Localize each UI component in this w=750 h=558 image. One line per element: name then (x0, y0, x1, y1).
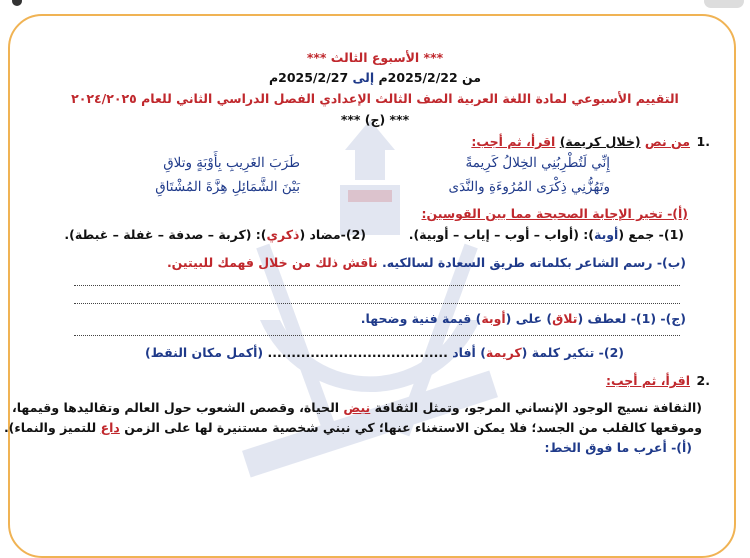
c2-word: كريمة (485, 345, 522, 360)
c1-w2: أوبة (481, 311, 506, 326)
top-strip (0, 0, 750, 10)
q1-prompt-title: (خلال كريمة) (559, 134, 641, 149)
top-right-corner (704, 0, 744, 8)
a1-word: أوبة (593, 227, 619, 242)
c1-post: ) قيمة فنية وضحها. (360, 311, 482, 326)
p1-word: نبض (343, 400, 371, 415)
q2-part-a-label: (أ)- أعرب ما فوق الخط: (544, 440, 692, 455)
p1-pre: (الثقافة نسيج الوجود الإنساني المرجو، وتمثل الثقافة (374, 400, 702, 415)
a1-post: ): (أواب – أوب – إياب – أوبية). (408, 227, 594, 242)
a1-pre: (1)- جمع ( (618, 227, 684, 242)
c1-w1: تلاق (552, 311, 578, 326)
p2-word: داع (100, 420, 120, 435)
c1-pre: (ج)- (1)- لعطف ( (577, 311, 686, 326)
b-pre: (ب)- رسم الشاعر بكلماته طريق السعادة لسالكيه. (382, 255, 686, 270)
q1-part-b (167, 255, 686, 270)
q1-part-c2 (145, 345, 624, 360)
q1-number: .1 (696, 134, 710, 149)
c2-post: ) أفاد (452, 345, 486, 360)
date-to-word: إلى (352, 70, 375, 85)
p2-post: للتميز والنماء). (3, 420, 97, 435)
c2-dots[interactable]: ...................................... (267, 345, 448, 360)
q2-passage-line2 (4, 420, 702, 435)
top-left-dot (12, 0, 22, 6)
week-title: *** الأسبوع الثالث *** (306, 50, 444, 65)
q1-prompt-post: اقرأ، ثم أجب: (471, 134, 556, 149)
c2-pre: (2)- تنكير كلمة ( (521, 345, 624, 360)
c1-mid: ) على ( (505, 311, 553, 326)
q2-number: .2 (696, 373, 710, 388)
exam-title: التقييم الأسبوعي لمادة اللغة العربية الصف الثالث الإعدادي الفصل الدراسي الثاني للعام ٢٠٢٤/٢٠٢٥ (71, 91, 679, 106)
date-from: من 2025/2/22م (378, 70, 482, 85)
verse2-second-hemistich: بَيْنَ الشَّمَائِلِ هِزَّةَ المُشْتَاقِ (155, 179, 300, 195)
q2-passage-line1 (12, 400, 702, 415)
q1-a-item2 (64, 227, 366, 242)
q1-prompt (471, 134, 690, 149)
verse1-first-hemistich: إِنِّي لَتُطْرِبُنِي الخِلالُ كَرِيمةً (465, 155, 610, 171)
date-to: 2025/2/27م (268, 70, 349, 85)
p1-post: الحياة، وقصص الشعوب حول العالم وتقاليدها وقيمها، (11, 400, 340, 415)
exam-model: *** (ج) *** (340, 112, 410, 127)
verse1-second-hemistich: طَرَبَ الغَرِيبِ بِأَوْبَةٍ وتلاقِ (163, 155, 300, 171)
date-range (0, 70, 750, 85)
answer-line-3[interactable] (74, 334, 680, 336)
a2-word: ذكري (266, 227, 300, 242)
q2-prompt: اقرأ، ثم أجب: (605, 373, 690, 388)
q1-prompt-pre: من نص (644, 134, 690, 149)
q1-part-c1 (361, 311, 686, 326)
q1-a-item1 (409, 227, 684, 242)
answer-line-2[interactable] (74, 302, 680, 304)
verse2-first-hemistich: وتَهُزُّنِي ذِكْرَى المُرُوءَةِ والنَّدَى (448, 179, 610, 195)
b-post: ناقش ذلك من خلال فهمك للبيتين. (166, 255, 378, 270)
a2-post: ): (كربة – صدفة – غفلة – غبطة). (64, 227, 267, 242)
q1-part-a-label: (أ)- تخير الإجابة الصحيحة مما بين القوسين: (421, 206, 688, 221)
a2-pre: (2)-مضاد ( (299, 227, 366, 242)
answer-line-1[interactable] (74, 284, 680, 286)
p2-pre: وموقعها كالقلب من الجسد؛ فلا يمكن الاستغناء عنها؛ كي نبني شخصية مستنيرة لها على الزمن (124, 420, 702, 435)
c2-fill-hint: (أكمل مكان النقط) (145, 345, 264, 360)
